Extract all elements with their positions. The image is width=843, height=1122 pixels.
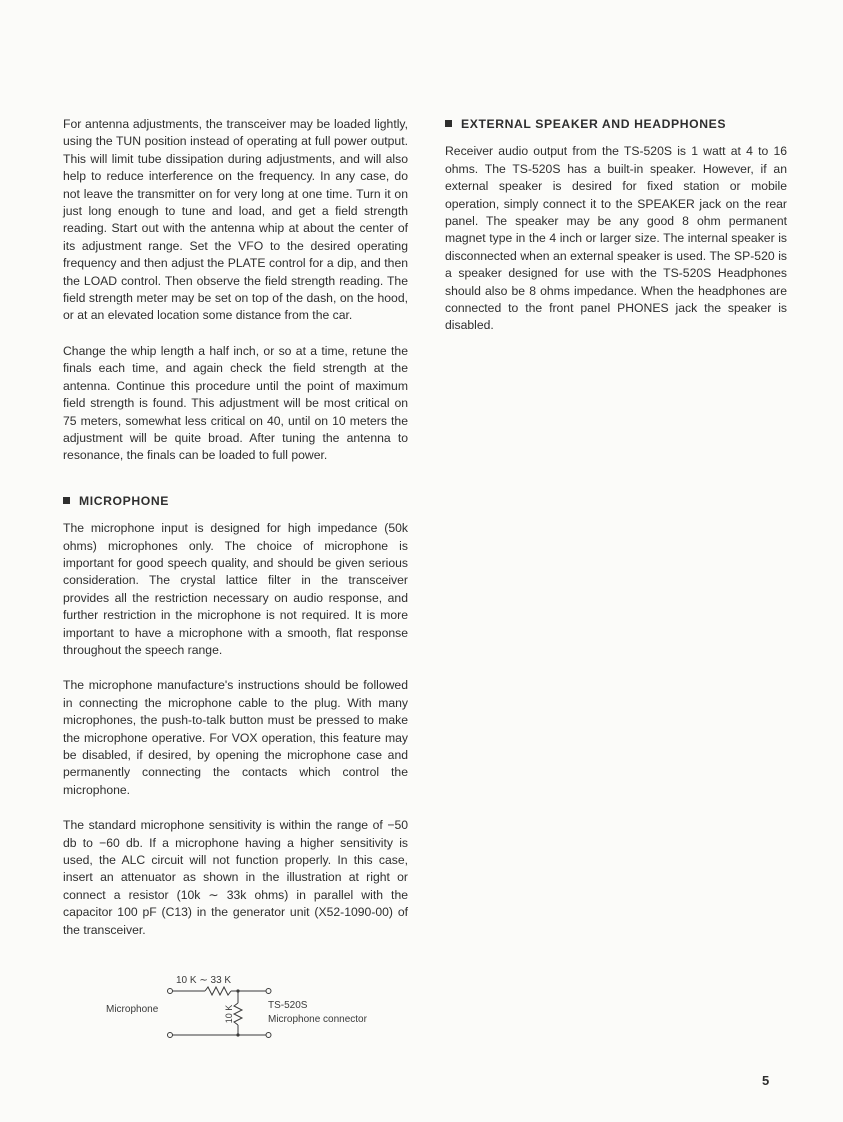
right-column: [445, 116, 787, 353]
microphone-paragraph: The microphone input is designed for high impedance (50k ohms) microphones only. The choice of microphone is important for good speech quality, and should be given serious consideration. The crystal lattice filter in the transceiver provides all the restriction necessary on audio response, and further restriction in the microphone is not required. It is more important to have a microphone with a smooth, flat response throughout the speech range.: [63, 521, 408, 657]
series-resistor-label: 10 K ∼ 33 K: [176, 975, 232, 986]
page-number: 5: [762, 1073, 770, 1088]
attenuator-circuit-diagram: [100, 968, 400, 1048]
square-bullet-icon: [445, 120, 452, 127]
output-terminal-bottom: [266, 1033, 271, 1038]
transceiver-label: TS-520S: [268, 1000, 308, 1011]
input-terminal-bottom: [168, 1033, 173, 1038]
antenna-paragraph: For antenna adjustments, the transceiver may be loaded lightly, using the TUN position instead of operating at full power output. This will limit tube dissipation during adjustments, and will also help to reduce interference on the frequency. In any case, do not leave the transmitter on for very long at one time. Turn it on just long enough to tune and load, and get a field strength reading. Start out with the antenna whip at about the center of its adjustment range. Set the VFO to the desired operating frequency and then adjust the PLATE control for a dip, and then the LOAD control. Then observe the field strength reading. The field strength meter may be set on top of the dash, on the hood, or at an elevated location some distance from the car.: [63, 117, 408, 323]
series-resistor: [205, 987, 231, 995]
output-terminal-top: [266, 989, 271, 994]
speaker-paragraph: Receiver audio output from the TS-520S is 1 watt at 4 to 16 ohms. The TS-520S has a built-in speaker. However, if an external speaker is desired for fixed station or mobile operation, simply connect it to the SPEAKER jack on the rear panel. The speaker may be any good 8 ohm permanent magnet type in the 4 inch or larger size. The internal speaker is disconnected when an external speaker is used. The SP-520 is a speaker designed for use with the TS-520S Headphones should also be 8 ohms impedance. When the headphones are connected to the front panel PHONES jack the speaker is disabled.: [445, 144, 787, 333]
square-bullet-icon: [63, 497, 70, 504]
left-column: [63, 116, 408, 957]
microphone-heading: [63, 493, 408, 510]
shunt-resistor-label: 10 K: [224, 1004, 234, 1024]
connector-label: Microphone connector: [268, 1014, 367, 1025]
antenna-paragraph: Change the whip length a half inch, or so at a time, retune the finals each time, and again check the field strength at the antenna. Continue this procedure until the point of maximum field strength is found. This adjustment will be most critical on 75 meters, somewhat less critical on 40, until on 10 meters the adjustment will be quite broad. After tuning the antenna to resonance, the finals can be loaded to full power.: [63, 343, 408, 463]
microphone-paragraph: The microphone manufacture's instructions should be followed in connecting the microphone cable to the plug. With many microphones, the push-to-talk button must be pressed to make the microphone operative. For VOX operation, this feature may be disabled, if desired, by opening the microphone case and permanently connecting the contacts which control the microphone.: [63, 678, 408, 797]
shunt-resistor: [234, 1003, 242, 1025]
microphone-paragraph: The standard microphone sensitivity is within the range of −50 db to −60 db. If a microphone having a higher sensitivity is used, the ALC circuit will not function properly. In this case, insert an attenuator as shown in the illustration at right or connect a resistor (10k ∼ 33k ohms) in parallel with the capacitor 100 pF (C13) in the generator unit (X52-1090-00) of the transceiver.: [63, 818, 408, 937]
microphone-heading-text: MICROPHONE: [79, 493, 169, 508]
speaker-heading: [445, 116, 787, 133]
microphone-label: Microphone: [106, 1004, 159, 1015]
speaker-heading-text: EXTERNAL SPEAKER AND HEADPHONES: [461, 117, 727, 131]
input-terminal-top: [168, 989, 173, 994]
